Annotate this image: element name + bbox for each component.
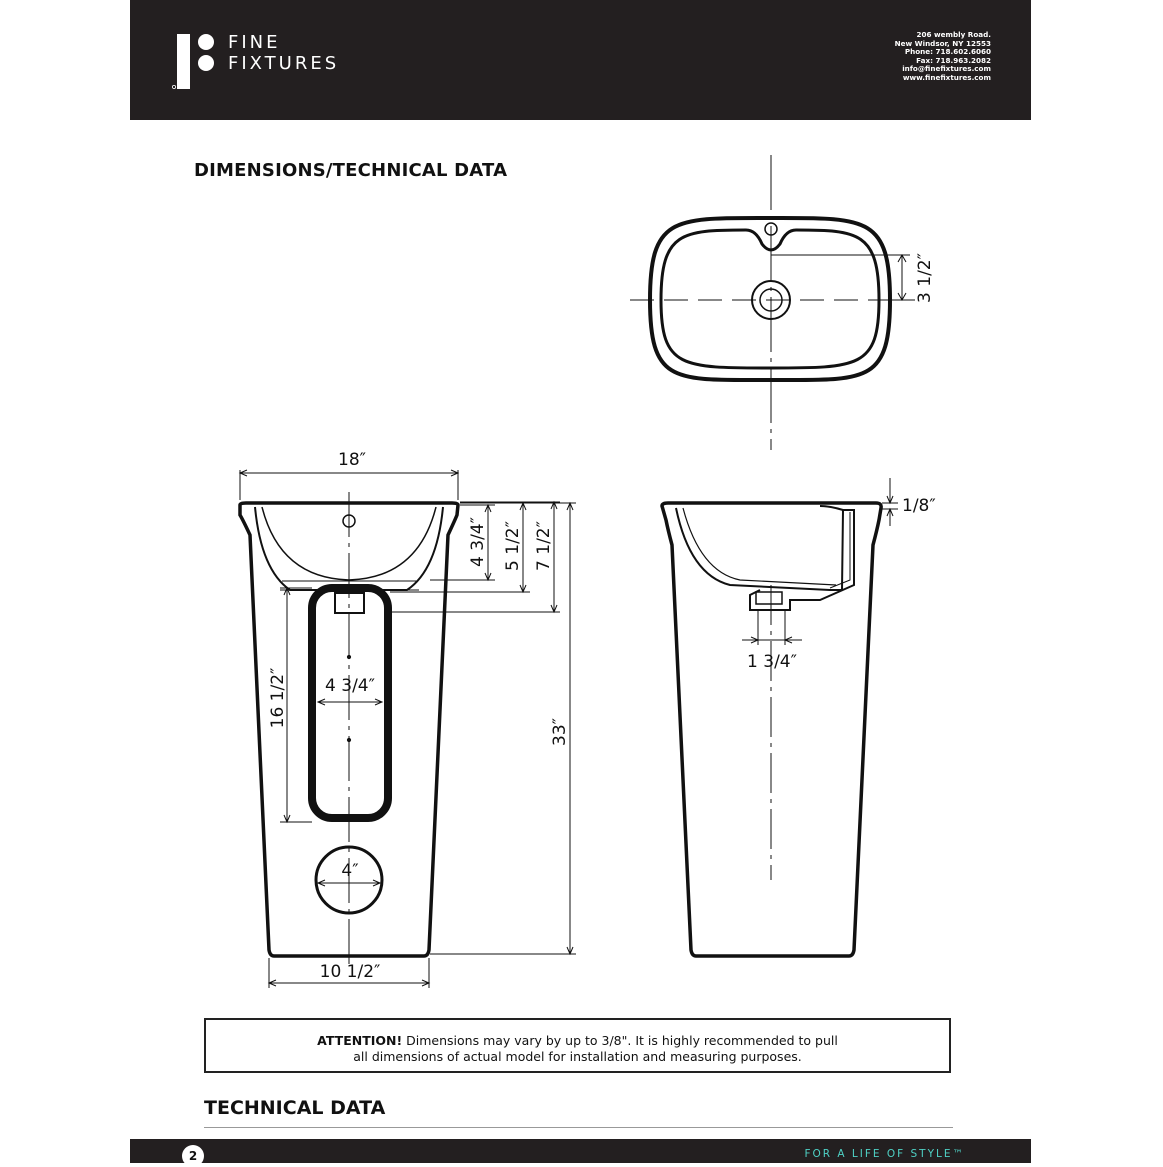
brand-line-1: FINE [228,32,281,53]
technical-data-divider [204,1127,953,1128]
top-view-depth-label: 3 1/2″ [915,253,935,303]
base-width-label: 10 1/2″ [319,962,381,982]
overall-height-label: 33″ [550,718,570,746]
front-view-drawing [240,470,576,988]
spec-sheet-page [130,0,1031,1163]
attention-line-2: all dimensions of actual model for installation and measuring purposes. [353,1049,802,1064]
drain-depth-label: 5 1/2″ [503,521,523,571]
niche-height-label: 16 1/2″ [268,667,288,729]
technical-data-title: TECHNICAL DATA [204,1097,386,1119]
email-address: info@finefixtures.com [902,64,991,74]
address-line-2: New Windsor, NY 12553 [894,38,991,48]
bowl-depth-label: 4 3/4″ [468,517,488,567]
attention-notice [204,1018,951,1073]
website-url: www.finefixtures.com [902,72,991,82]
overall-width-label: 18″ [338,450,366,470]
top-view-drawing [630,155,915,450]
fax-number: Fax: 718.963.2082 [916,55,991,65]
phone-number: Phone: 718.602.6060 [904,47,991,57]
niche-width-label: 4 3/4″ [325,676,375,696]
section-title: DIMENSIONS/TECHNICAL DATA [194,160,508,181]
attention-line-1 [206,1033,949,1049]
side-view-drawing [662,478,898,956]
drain-size-label: 1 3/4″ [747,652,797,672]
rim-thickness-label: 1/8″ [902,496,936,516]
page-number-badge: 2 [182,1145,204,1167]
attention-label: ATTENTION! [317,1033,403,1048]
technical-drawing [130,0,1031,1163]
brand-line-2: FIXTURES [228,53,340,74]
address-line-1: 206 wembly Road. [916,30,991,39]
footer-slogan: FOR A LIFE OF STYLE™ [804,1148,965,1160]
attention-text-1: Dimensions may vary by up to 3/8". It is highly recommended to pull [402,1033,838,1048]
basin-height-label: 7 1/2″ [534,521,554,571]
footer-bar [130,1139,1031,1163]
access-hole-label: 4″ [341,861,359,881]
